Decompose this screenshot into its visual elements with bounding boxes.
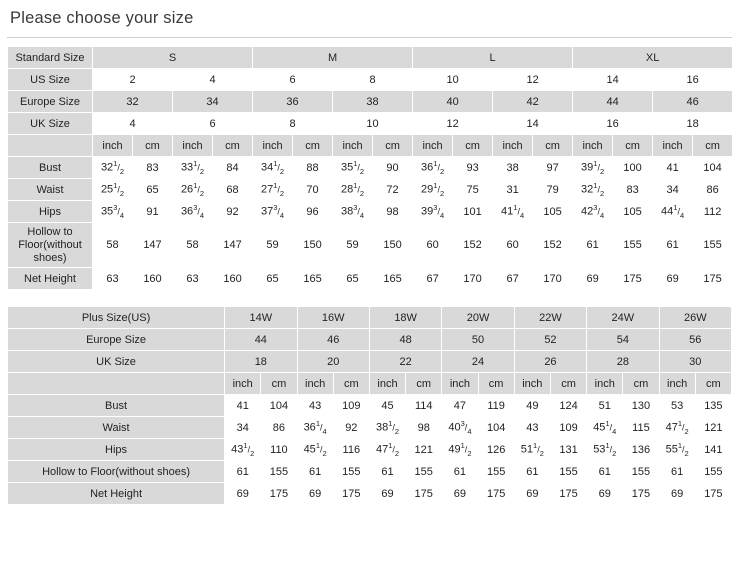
net-height-value: 67 xyxy=(413,268,453,290)
hips-value: 105 xyxy=(613,201,653,223)
us-size-value: 10 xyxy=(413,69,493,91)
hollow-to-floor-value: 61 xyxy=(587,461,623,483)
net-height-value: 175 xyxy=(333,483,369,505)
hips-value: 121 xyxy=(406,439,442,461)
europe-size-value: 52 xyxy=(514,329,586,351)
row-label-units xyxy=(8,135,93,157)
hollow-to-floor-value: 155 xyxy=(623,461,659,483)
waist-value: $28^1/_2$ xyxy=(333,179,373,201)
unit-header: inch xyxy=(493,135,533,157)
plus-size-value: 24W xyxy=(587,307,659,329)
row-label-standard-size: Standard Size xyxy=(8,47,93,69)
table-row-us-size xyxy=(8,69,733,91)
waist-value: $32^1/_2$ xyxy=(573,179,613,201)
europe-size-value: 32 xyxy=(93,91,173,113)
hollow-to-floor-value: 152 xyxy=(453,223,493,268)
row-label-net-height: Net Height xyxy=(8,268,93,290)
uk-size-value: 6 xyxy=(173,113,253,135)
net-height-value: 170 xyxy=(533,268,573,290)
bust-value: 114 xyxy=(406,395,442,417)
europe-size-value: 42 xyxy=(493,91,573,113)
bust-value: 53 xyxy=(659,395,695,417)
waist-value: $45^1/_4$ xyxy=(587,417,623,439)
net-height-value: 175 xyxy=(695,483,731,505)
waist-value: 68 xyxy=(213,179,253,201)
waist-value: 65 xyxy=(133,179,173,201)
hips-value: $47^1/_2$ xyxy=(369,439,405,461)
bust-value: $33^1/_2$ xyxy=(173,157,213,179)
plus-size-value: 20W xyxy=(442,307,514,329)
hips-value: $45^1/_2$ xyxy=(297,439,333,461)
us-size-value: 12 xyxy=(493,69,573,91)
net-height-value: 165 xyxy=(373,268,413,290)
bust-value: 109 xyxy=(333,395,369,417)
hips-value: $36^3/_4$ xyxy=(173,201,213,223)
net-height-value: 175 xyxy=(613,268,653,290)
bust-value: 93 xyxy=(453,157,493,179)
row-label-uk-size: UK Size xyxy=(8,351,225,373)
waist-value: 92 xyxy=(333,417,369,439)
bust-value: 47 xyxy=(442,395,478,417)
plus-size-value: 16W xyxy=(297,307,369,329)
bust-value: 124 xyxy=(550,395,586,417)
waist-value: 79 xyxy=(533,179,573,201)
waist-value: $29^1/_2$ xyxy=(413,179,453,201)
table-row-hollow-to-floor xyxy=(8,223,733,268)
waist-value: 75 xyxy=(453,179,493,201)
hollow-to-floor-value: 61 xyxy=(653,223,693,268)
uk-size-value: 26 xyxy=(514,351,586,373)
hips-value: $37^3/_4$ xyxy=(253,201,293,223)
bust-value: $35^1/_2$ xyxy=(333,157,373,179)
unit-header: inch xyxy=(659,373,695,395)
net-height-value: 63 xyxy=(173,268,213,290)
net-height-value: 65 xyxy=(333,268,373,290)
hips-value: $53^1/_2$ xyxy=(587,439,623,461)
hips-value: $49^1/_2$ xyxy=(442,439,478,461)
unit-header: inch xyxy=(173,135,213,157)
row-label-bust: Bust xyxy=(8,157,93,179)
uk-size-value: 28 xyxy=(587,351,659,373)
waist-value: $40^3/_4$ xyxy=(442,417,478,439)
bust-value: 100 xyxy=(613,157,653,179)
hollow-to-floor-value: 155 xyxy=(406,461,442,483)
hips-value: 105 xyxy=(533,201,573,223)
plus-size-value: 14W xyxy=(225,307,297,329)
hips-value: 101 xyxy=(453,201,493,223)
table-row-hollow-to-floor xyxy=(8,461,732,483)
net-height-value: 63 xyxy=(93,268,133,290)
hips-value: $38^3/_4$ xyxy=(333,201,373,223)
unit-header: inch xyxy=(93,135,133,157)
us-size-value: 4 xyxy=(173,69,253,91)
plus-table-body xyxy=(8,307,732,505)
table-row-waist xyxy=(8,417,732,439)
hollow-to-floor-value: 150 xyxy=(373,223,413,268)
letter-size-s: S xyxy=(93,47,253,69)
plus-size-value: 26W xyxy=(659,307,731,329)
net-height-value: 175 xyxy=(693,268,733,290)
net-height-value: 160 xyxy=(133,268,173,290)
net-height-value: 69 xyxy=(225,483,261,505)
bust-value: $32^1/_2$ xyxy=(93,157,133,179)
bust-value: 88 xyxy=(293,157,333,179)
hips-value: 91 xyxy=(133,201,173,223)
hips-value: 141 xyxy=(695,439,731,461)
row-label-hollow-to-floor: Hollow to Floor(without shoes) xyxy=(8,223,93,268)
waist-value: 34 xyxy=(225,417,261,439)
unit-header: inch xyxy=(225,373,261,395)
bust-value: 130 xyxy=(623,395,659,417)
waist-value: 104 xyxy=(478,417,514,439)
hips-value: 112 xyxy=(693,201,733,223)
table-row-plus-size xyxy=(8,307,732,329)
us-size-value: 2 xyxy=(93,69,173,91)
us-size-value: 14 xyxy=(573,69,653,91)
unit-header: inch xyxy=(333,135,373,157)
row-label-hips: Hips xyxy=(8,201,93,223)
uk-size-value: 12 xyxy=(413,113,493,135)
plus-size-value: 18W xyxy=(369,307,441,329)
waist-value: $26^1/_2$ xyxy=(173,179,213,201)
hips-value: 131 xyxy=(550,439,586,461)
hollow-to-floor-value: 61 xyxy=(659,461,695,483)
bust-value: 104 xyxy=(261,395,297,417)
row-label-net-height: Net Height xyxy=(8,483,225,505)
waist-value: $38^1/_2$ xyxy=(369,417,405,439)
row-label-europe-size: Europe Size xyxy=(8,91,93,113)
letter-size-m: M xyxy=(253,47,413,69)
hips-value: $55^1/_2$ xyxy=(659,439,695,461)
bust-value: 49 xyxy=(514,395,550,417)
uk-size-value: 20 xyxy=(297,351,369,373)
bust-value: 41 xyxy=(653,157,693,179)
uk-size-value: 24 xyxy=(442,351,514,373)
uk-size-value: 18 xyxy=(225,351,297,373)
table-row-bust xyxy=(8,395,732,417)
net-height-value: 69 xyxy=(442,483,478,505)
waist-value: $47^1/_2$ xyxy=(659,417,695,439)
hips-value: 92 xyxy=(213,201,253,223)
unit-header: inch xyxy=(573,135,613,157)
unit-header: inch xyxy=(413,135,453,157)
row-label-plus-size: Plus Size(US) xyxy=(8,307,225,329)
bust-value: 90 xyxy=(373,157,413,179)
page-title: Please choose your size xyxy=(10,9,194,27)
table-row-bust xyxy=(8,157,733,179)
size-chart-plus-wrapper xyxy=(0,290,739,505)
hips-value: 110 xyxy=(261,439,297,461)
unit-header: cm xyxy=(406,373,442,395)
net-height-value: 69 xyxy=(514,483,550,505)
us-size-value: 16 xyxy=(653,69,733,91)
unit-header: inch xyxy=(369,373,405,395)
unit-header: cm xyxy=(623,373,659,395)
bust-value: 119 xyxy=(478,395,514,417)
bust-value: 43 xyxy=(297,395,333,417)
bust-value: $39^1/_2$ xyxy=(573,157,613,179)
size-chart-standard xyxy=(7,46,733,290)
hollow-to-floor-value: 150 xyxy=(293,223,333,268)
hollow-to-floor-value: 152 xyxy=(533,223,573,268)
row-label-hollow-to-floor: Hollow to Floor(without shoes) xyxy=(8,461,225,483)
uk-size-value: 16 xyxy=(573,113,653,135)
hollow-to-floor-value: 155 xyxy=(550,461,586,483)
table-row-standard-size xyxy=(8,47,733,69)
row-label-hips: Hips xyxy=(8,439,225,461)
unit-header: inch xyxy=(442,373,478,395)
row-label-europe-size: Europe Size xyxy=(8,329,225,351)
hollow-to-floor-value: 155 xyxy=(613,223,653,268)
bust-value: 104 xyxy=(693,157,733,179)
europe-size-value: 46 xyxy=(653,91,733,113)
net-height-value: 175 xyxy=(478,483,514,505)
europe-size-value: 50 xyxy=(442,329,514,351)
net-height-value: 65 xyxy=(253,268,293,290)
table-row-units xyxy=(8,373,732,395)
europe-size-value: 44 xyxy=(573,91,653,113)
uk-size-value: 30 xyxy=(659,351,731,373)
unit-header: cm xyxy=(373,135,413,157)
europe-size-value: 54 xyxy=(587,329,659,351)
europe-size-value: 46 xyxy=(297,329,369,351)
unit-header: cm xyxy=(478,373,514,395)
unit-header: cm xyxy=(695,373,731,395)
table-row-uk-size xyxy=(8,113,733,135)
hips-value: $39^3/_4$ xyxy=(413,201,453,223)
net-height-value: 69 xyxy=(653,268,693,290)
unit-header: cm xyxy=(533,135,573,157)
waist-value: 70 xyxy=(293,179,333,201)
bust-value: $36^1/_2$ xyxy=(413,157,453,179)
europe-size-value: 34 xyxy=(173,91,253,113)
uk-size-value: 10 xyxy=(333,113,413,135)
hollow-to-floor-value: 155 xyxy=(261,461,297,483)
hollow-to-floor-value: 59 xyxy=(333,223,373,268)
unit-header: cm xyxy=(261,373,297,395)
bust-value: 83 xyxy=(133,157,173,179)
hips-value: $35^3/_4$ xyxy=(93,201,133,223)
row-label-bust: Bust xyxy=(8,395,225,417)
waist-value: 121 xyxy=(695,417,731,439)
hips-value: 116 xyxy=(333,439,369,461)
waist-value: $27^1/_2$ xyxy=(253,179,293,201)
hollow-to-floor-value: 61 xyxy=(225,461,261,483)
unit-header: cm xyxy=(453,135,493,157)
hollow-to-floor-value: 61 xyxy=(514,461,550,483)
hips-value: $43^1/_2$ xyxy=(225,439,261,461)
unit-header: inch xyxy=(587,373,623,395)
table-row-europe-size xyxy=(8,329,732,351)
europe-size-value: 48 xyxy=(369,329,441,351)
bust-value: 135 xyxy=(695,395,731,417)
unit-header: inch xyxy=(297,373,333,395)
hips-value: 96 xyxy=(293,201,333,223)
standard-table-body xyxy=(8,47,733,290)
uk-size-value: 14 xyxy=(493,113,573,135)
hollow-to-floor-value: 60 xyxy=(413,223,453,268)
bust-value: $34^1/_2$ xyxy=(253,157,293,179)
europe-size-value: 38 xyxy=(333,91,413,113)
hollow-to-floor-value: 58 xyxy=(93,223,133,268)
bust-value: 51 xyxy=(587,395,623,417)
waist-value: 72 xyxy=(373,179,413,201)
net-height-value: 175 xyxy=(623,483,659,505)
table-row-net-height xyxy=(8,483,732,505)
size-chart-plus xyxy=(7,306,732,505)
hips-value: 136 xyxy=(623,439,659,461)
hollow-to-floor-value: 155 xyxy=(478,461,514,483)
uk-size-value: 8 xyxy=(253,113,333,135)
unit-header: cm xyxy=(133,135,173,157)
hollow-to-floor-value: 58 xyxy=(173,223,213,268)
waist-value: 31 xyxy=(493,179,533,201)
row-label-uk-size: UK Size xyxy=(8,113,93,135)
unit-header: cm xyxy=(693,135,733,157)
table-row-net-height xyxy=(8,268,733,290)
uk-size-value: 22 xyxy=(369,351,441,373)
hollow-to-floor-value: 61 xyxy=(369,461,405,483)
waist-value: 83 xyxy=(613,179,653,201)
net-height-value: 170 xyxy=(453,268,493,290)
unit-header: inch xyxy=(253,135,293,157)
hollow-to-floor-value: 147 xyxy=(133,223,173,268)
letter-size-xl: XL xyxy=(573,47,733,69)
row-label-waist: Waist xyxy=(8,179,93,201)
hollow-to-floor-value: 61 xyxy=(442,461,478,483)
net-height-value: 69 xyxy=(369,483,405,505)
row-label-waist: Waist xyxy=(8,417,225,439)
us-size-value: 8 xyxy=(333,69,413,91)
letter-size-l: L xyxy=(413,47,573,69)
hollow-to-floor-value: 59 xyxy=(253,223,293,268)
size-chart-standard-wrapper xyxy=(0,38,739,290)
hollow-to-floor-value: 155 xyxy=(333,461,369,483)
hips-value: $51^1/_2$ xyxy=(514,439,550,461)
table-row-hips xyxy=(8,439,732,461)
hips-value: $42^3/_4$ xyxy=(573,201,613,223)
net-height-value: 69 xyxy=(659,483,695,505)
europe-size-value: 36 xyxy=(253,91,333,113)
uk-size-value: 4 xyxy=(93,113,173,135)
waist-value: 43 xyxy=(514,417,550,439)
waist-value: 115 xyxy=(623,417,659,439)
bust-value: 45 xyxy=(369,395,405,417)
hips-value: 98 xyxy=(373,201,413,223)
europe-size-value: 40 xyxy=(413,91,493,113)
hips-value: $44^1/_4$ xyxy=(653,201,693,223)
hollow-to-floor-value: 61 xyxy=(573,223,613,268)
table-row-europe-size xyxy=(8,91,733,113)
net-height-value: 69 xyxy=(587,483,623,505)
unit-header: inch xyxy=(514,373,550,395)
net-height-value: 69 xyxy=(297,483,333,505)
table-row-hips xyxy=(8,201,733,223)
unit-header: cm xyxy=(213,135,253,157)
hips-value: $41^1/_4$ xyxy=(493,201,533,223)
bust-value: 97 xyxy=(533,157,573,179)
hollow-to-floor-value: 147 xyxy=(213,223,253,268)
hollow-to-floor-value: 155 xyxy=(695,461,731,483)
hollow-to-floor-value: 155 xyxy=(693,223,733,268)
unit-header: inch xyxy=(653,135,693,157)
bust-value: 41 xyxy=(225,395,261,417)
uk-size-value: 18 xyxy=(653,113,733,135)
net-height-value: 175 xyxy=(261,483,297,505)
hollow-to-floor-value: 60 xyxy=(493,223,533,268)
waist-value: 86 xyxy=(693,179,733,201)
bust-value: 84 xyxy=(213,157,253,179)
bust-value: 38 xyxy=(493,157,533,179)
row-label-us-size: US Size xyxy=(8,69,93,91)
net-height-value: 175 xyxy=(550,483,586,505)
table-row-uk-size xyxy=(8,351,732,373)
plus-size-value: 22W xyxy=(514,307,586,329)
net-height-value: 69 xyxy=(573,268,613,290)
unit-header: cm xyxy=(550,373,586,395)
table-row-waist xyxy=(8,179,733,201)
europe-size-value: 44 xyxy=(225,329,297,351)
table-row-units xyxy=(8,135,733,157)
net-height-value: 165 xyxy=(293,268,333,290)
hips-value: 126 xyxy=(478,439,514,461)
net-height-value: 175 xyxy=(406,483,442,505)
waist-value: 86 xyxy=(261,417,297,439)
waist-value: $25^1/_2$ xyxy=(93,179,133,201)
hollow-to-floor-value: 61 xyxy=(297,461,333,483)
unit-header: cm xyxy=(613,135,653,157)
europe-size-value: 56 xyxy=(659,329,731,351)
net-height-value: 160 xyxy=(213,268,253,290)
row-label-units xyxy=(8,373,225,395)
waist-value: 34 xyxy=(653,179,693,201)
unit-header: cm xyxy=(333,373,369,395)
waist-value: 109 xyxy=(550,417,586,439)
unit-header: cm xyxy=(293,135,333,157)
waist-value: $36^1/_4$ xyxy=(297,417,333,439)
us-size-value: 6 xyxy=(253,69,333,91)
waist-value: 98 xyxy=(406,417,442,439)
net-height-value: 67 xyxy=(493,268,533,290)
